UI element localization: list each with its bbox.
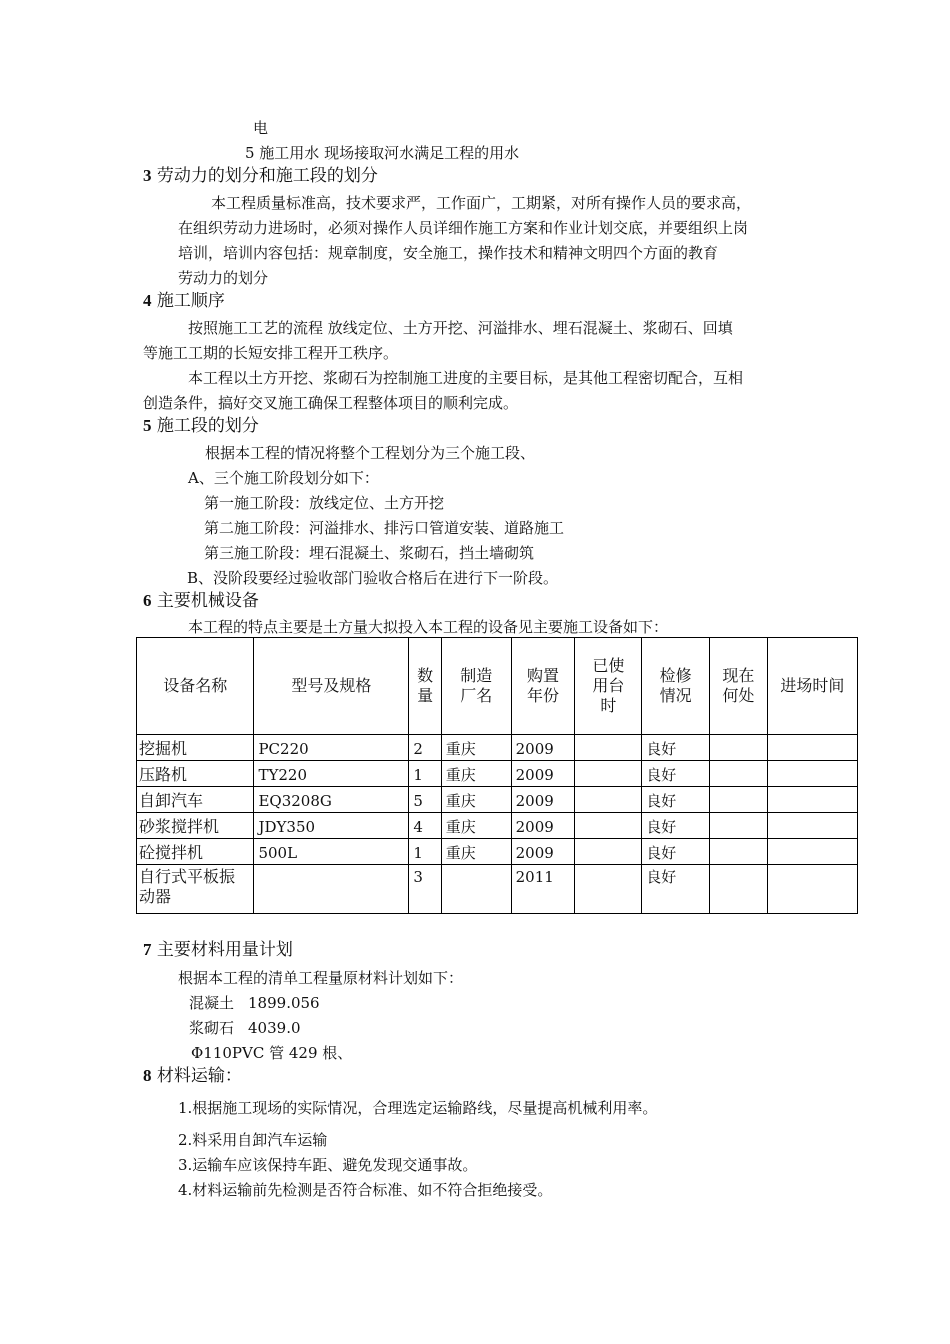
condition-cell: 良好 (642, 813, 710, 839)
manufacturer-cell: 重庆 (441, 787, 511, 813)
section-8-number: 8 (143, 1066, 152, 1085)
model-cell: 500L (254, 839, 409, 865)
transport-item: 3.运输车应该保持车距、避免发现交通事故。 (178, 1156, 478, 1174)
header-cell: 设备名称 (137, 638, 254, 735)
material-name: 混凝土 (189, 994, 235, 1012)
location-cell (710, 865, 768, 914)
transport-item: 4.材料运输前先检测是否符合标准、如不符合拒绝接受。 (178, 1181, 553, 1199)
arrival-time-cell (767, 865, 857, 914)
section-5-item-a: A、三个施工阶段划分如下： (188, 469, 379, 487)
section-3-number: 3 (143, 166, 152, 185)
purchase-year-cell: 2011 (511, 865, 575, 914)
arrival-time-cell (767, 787, 857, 813)
manufacturer-cell: 重庆 (441, 839, 511, 865)
model-cell: EQ3208G (254, 787, 409, 813)
stage-3-line: 第三施工阶段：埋石混凝土、浆砌石，挡土墙砌筑 (204, 544, 535, 562)
condition-cell: 良好 (642, 865, 710, 914)
quantity-cell: 2 (409, 735, 441, 761)
table-row (137, 813, 858, 839)
equipment-name-cell: 砂浆搅拌机 (137, 813, 254, 839)
location-cell (710, 761, 768, 787)
material-name: 浆砌石 (189, 1019, 235, 1037)
utility-line-water: 5 施工用水 现场接取河水满足工程的用水 (245, 144, 520, 162)
equipment-name-cell: 挖掘机 (137, 735, 254, 761)
section-5-item-b: B、没阶段要经过验收部门验收合格后在进行下一阶段。 (187, 569, 559, 587)
manufacturer-cell (441, 865, 511, 914)
model-cell: JDY350 (254, 813, 409, 839)
manufacturer-cell: 重庆 (441, 813, 511, 839)
equipment-name-cell: 自卸汽车 (137, 787, 254, 813)
section-4-paragraph-line: 按照施工工艺的流程 放线定位、土方开挖、河溢排水、埋石混凝土、浆砌石、回填 (188, 319, 733, 337)
hours-used-cell (575, 865, 642, 914)
purchase-year-cell: 2009 (511, 761, 575, 787)
material-value: 1899.056 (248, 994, 320, 1012)
location-cell (710, 787, 768, 813)
model-cell (254, 865, 409, 914)
quantity-cell: 1 (409, 839, 441, 865)
section-5-heading (143, 416, 259, 436)
section-4-number: 4 (143, 291, 152, 310)
model-cell: PC220 (254, 735, 409, 761)
condition-cell: 良好 (642, 761, 710, 787)
transport-item: 1.根据施工现场的实际情况，合理选定运输路线，尽量提高机械利用率。 (178, 1099, 658, 1117)
material-item-pvc: Φ110PVC 管 429 根、 (191, 1044, 353, 1062)
header-cell: 购置年份 (511, 638, 575, 735)
header-cell: 数量 (409, 638, 441, 735)
section-7-heading (143, 940, 293, 960)
section-5-number: 5 (143, 416, 152, 435)
header-cell: 型号及规格 (254, 638, 409, 735)
quantity-cell: 3 (409, 865, 441, 914)
model-cell: TY220 (254, 761, 409, 787)
equipment-table (136, 637, 858, 914)
hours-used-cell (575, 735, 642, 761)
arrival-time-cell (767, 761, 857, 787)
header-cell: 已使用台时 (575, 638, 642, 735)
section-3-subtitle: 劳动力的划分 (178, 269, 269, 287)
section-7-title: 主要材料用量计划 (156, 940, 293, 960)
purchase-year-cell: 2009 (511, 735, 575, 761)
material-value: 4039.0 (248, 1019, 301, 1037)
condition-cell: 良好 (642, 735, 710, 761)
equipment-name-cell: 自行式平板振动器 (137, 865, 254, 914)
table-row (137, 787, 858, 813)
section-6-intro: 本工程的特点主要是土方量大拟投入本工程的设备见主要施工设备如下： (188, 618, 669, 636)
section-3-title: 劳动力的划分和施工段的划分 (156, 166, 378, 186)
section-4-paragraph-line: 本工程以土方开挖、浆砌石为控制施工进度的主要目标，是其他工程密切配合，互相 (188, 369, 744, 387)
stage-1-line: 第一施工阶段：放线定位、土方开挖 (204, 494, 445, 512)
header-cell: 检修情况 (642, 638, 710, 735)
section-4-paragraph-line: 创造条件，搞好交叉施工确保工程整体项目的顺利完成。 (143, 394, 519, 412)
section-8-heading (143, 1066, 242, 1086)
quantity-cell: 1 (409, 761, 441, 787)
stage-2-line: 第二施工阶段：河溢排水、排污口管道安装、道路施工 (204, 519, 565, 537)
header-cell: 现在何处 (710, 638, 768, 735)
equipment-name-cell: 砼搅拌机 (137, 839, 254, 865)
material-item (189, 1018, 301, 1038)
location-cell (710, 735, 768, 761)
section-5-title: 施工段的划分 (156, 416, 259, 436)
section-8-title: 材料运输： (156, 1066, 242, 1086)
quantity-cell: 5 (409, 787, 441, 813)
table-row (137, 839, 858, 865)
hours-used-cell (575, 787, 642, 813)
section-3-paragraph-line: 本工程质量标准高，技术要求严，工作面广，工期紧，对所有操作人员的要求高， (211, 194, 752, 212)
manufacturer-cell: 重庆 (441, 735, 511, 761)
manufacturer-cell: 重庆 (441, 761, 511, 787)
header-cell: 进场时间 (767, 638, 857, 735)
arrival-time-cell (767, 735, 857, 761)
section-4-heading (143, 291, 225, 311)
section-7-number: 7 (143, 940, 152, 959)
table-row (137, 761, 858, 787)
arrival-time-cell (767, 839, 857, 865)
section-5-paragraph: 根据本工程的情况将整个工程划分为三个施工段、 (205, 444, 536, 462)
location-cell (710, 839, 768, 865)
section-6-title: 主要机械设备 (156, 591, 259, 611)
condition-cell: 良好 (642, 839, 710, 865)
table-row (137, 735, 858, 761)
section-3-heading (143, 166, 378, 186)
equipment-name-cell: 压路机 (137, 761, 254, 787)
section-4-paragraph-line: 等施工工期的长短安排工程开工秩序。 (143, 344, 399, 362)
condition-cell: 良好 (642, 787, 710, 813)
purchase-year-cell: 2009 (511, 839, 575, 865)
purchase-year-cell: 2009 (511, 787, 575, 813)
equipment-table-header-row (137, 638, 858, 735)
hours-used-cell (575, 839, 642, 865)
table-row (137, 865, 858, 914)
section-3-paragraph-line: 培训，培训内容包括：规章制度，安全施工，操作技术和精神文明四个方面的教育 (178, 244, 719, 262)
section-7-intro: 根据本工程的清单工程量原材料计划如下： (178, 969, 464, 987)
section-4-title: 施工顺序 (156, 291, 225, 311)
location-cell (710, 813, 768, 839)
utility-line-electricity: 电 (253, 119, 269, 137)
arrival-time-cell (767, 813, 857, 839)
material-item (189, 993, 320, 1013)
hours-used-cell (575, 761, 642, 787)
section-6-number: 6 (143, 591, 152, 610)
hours-used-cell (575, 813, 642, 839)
transport-item: 2.料采用自卸汽车运输 (178, 1131, 328, 1149)
quantity-cell: 4 (409, 813, 441, 839)
section-3-paragraph-line: 在组织劳动力进场时，必须对操作人员详细作施工方案和作业计划交底，并要组织上岗 (178, 219, 749, 237)
section-6-heading (143, 591, 259, 611)
header-cell: 制造厂名 (441, 638, 511, 735)
purchase-year-cell: 2009 (511, 813, 575, 839)
